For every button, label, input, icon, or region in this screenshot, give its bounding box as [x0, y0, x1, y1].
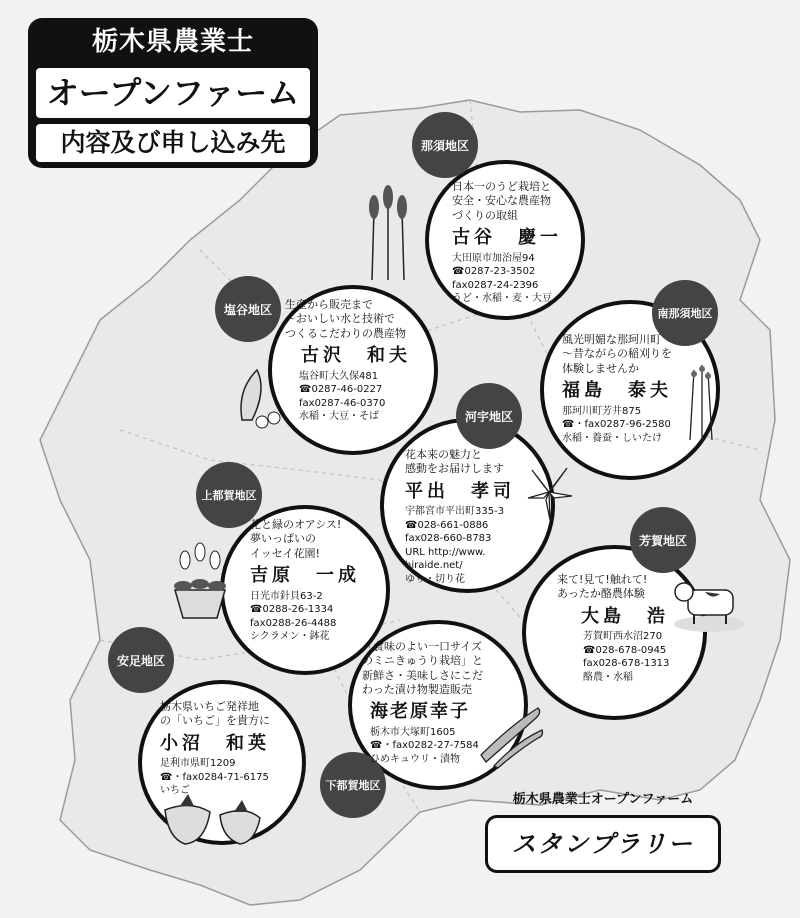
stamp-rally-label: 栃木県農業士オープンファーム — [512, 792, 694, 807]
cyclamen-pot-illustration — [165, 540, 235, 620]
cucumber-illustration — [476, 700, 546, 770]
farm-intro: 栃木県いちご発祥地 の「いちご」を貴方に — [160, 700, 270, 728]
farm-intro: 来て!見て!触れて! あったか酪農体験 — [557, 573, 648, 601]
farm-info-haga — [557, 573, 687, 684]
farm-details: 日光市針貝63-2 ☎0288-26-1334 fax0288-26-4488 シクラメン・鉢花 — [250, 590, 337, 643]
region-badge-kamitsuga: 上都賀地区 — [196, 462, 262, 528]
farmer-name: 福島 泰夫 — [562, 379, 672, 401]
farm-details: 栃木市大塚町1605 ☎・fax0282-27-7584 ひめキュウリ・漬物 — [370, 726, 479, 765]
farm-info-kau — [405, 448, 535, 586]
title-line-3: 内容及び申し込み先 — [36, 124, 310, 162]
region-badge-haga: 芳賀地区 — [630, 507, 696, 573]
farmer-name: 吉原 一成 — [250, 564, 360, 586]
farmer-name: 小沼 和英 — [160, 732, 270, 754]
farm-details: 芳賀町西水沼270 ☎028-678-0945 fax028-678-1313 酪農・水稲 — [583, 631, 670, 683]
region-badge-shimotsuga: 下都賀地区 — [320, 752, 386, 818]
title-block — [28, 18, 318, 168]
region-badge-kau: 河宇地区 — [456, 383, 522, 449]
lily-illustration — [522, 462, 577, 522]
farm-details: 宇都宮市平出町335-3 ☎028-661-0886 fax028-660-8783 URL http://www. hiraide.net/ ゆり・切り花 — [405, 506, 505, 585]
stamp-rally-title: スタンプラリー — [485, 815, 721, 873]
farmer-name: 大島 浩 — [581, 605, 669, 627]
farm-info-anso — [160, 700, 290, 798]
cow-illustration — [670, 572, 745, 632]
farm-info-shioya — [285, 298, 433, 424]
wheat-illustration — [360, 185, 420, 280]
region-badge-shioya: 塩谷地区 — [215, 276, 281, 342]
region-badge-nasu: 那須地区 — [412, 112, 478, 178]
farm-details: 足利市県町1209 ☎・fax0284-71-6175 いちご — [160, 758, 269, 797]
strawberry-illustration — [160, 790, 265, 845]
farm-details: 塩谷町大久保481 ☎0287-46-0227 fax0287-46-0370 水稲・大豆・そば — [299, 370, 386, 423]
farm-intro: 風光明媚な那珂川町 ～昔ながらの稲刈りを 体験しませんか — [562, 333, 672, 375]
soybean-illustration — [232, 360, 282, 430]
rice-plant-illustration — [680, 360, 720, 440]
farm-intro: 生産から販売まで ～おいしい水と技術で つくるこだわりの農産物 — [285, 298, 406, 340]
farm-intro: 花と緑のオアシス! 夢いっぱいの イッセイ花園! — [250, 518, 342, 560]
farmer-name: 平出 孝司 — [405, 480, 515, 502]
farm-intro: 「食味のよい一口サイズ のミニきゅうり栽培」と 新鮮さ・美味しさにこだ わった漬け物製造販売 — [362, 640, 483, 696]
farmer-name: 古沢 和夫 — [301, 344, 411, 366]
farm-info-nasu — [452, 180, 572, 306]
farm-intro: 花本来の魅力と 感動をお届けします — [405, 448, 504, 476]
title-line-1: 栃木県農業士 — [91, 27, 254, 57]
farm-details: 那珂川町芳井875 ☎・fax0287-96-2580 水稲・養蚕・しいたけ — [562, 405, 671, 444]
farm-details: 大田原市加治屋94 ☎0287-23-3502 fax0287-24-2396 うど・水稲・麦・大豆 — [452, 252, 552, 305]
title-line-2: オープンファーム — [36, 68, 310, 118]
farmer-name: 海老原幸子 — [370, 701, 470, 723]
region-badge-anso: 安足地区 — [108, 627, 174, 693]
farm-info-kamitsuga — [250, 518, 380, 644]
farmer-name: 古谷 慶一 — [452, 226, 562, 248]
farm-intro: 日本一のうど栽培と 安全・安心な農産物 づくりの取組 — [452, 180, 551, 222]
region-badge-minaminasu: 南那須地区 — [652, 280, 718, 346]
stamp-rally-block — [473, 788, 733, 873]
